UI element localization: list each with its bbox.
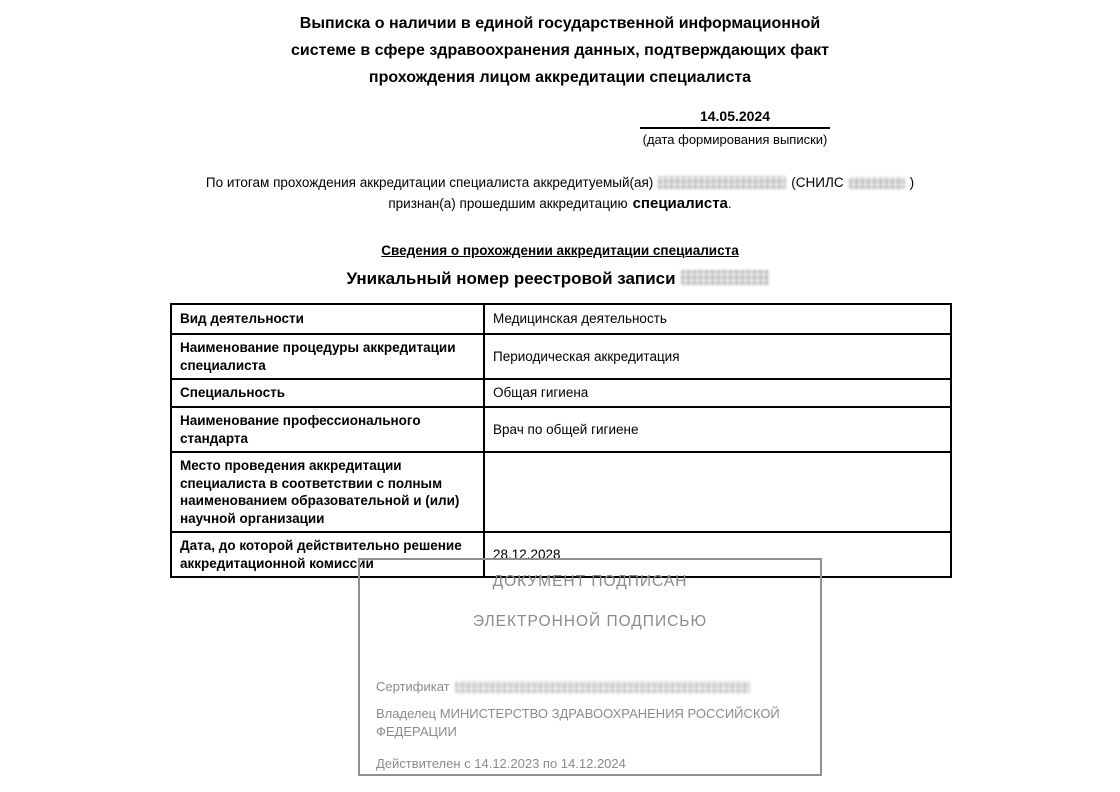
signature-certificate-line [376, 679, 820, 694]
registry-number-label: Уникальный номер реестровой записи [346, 269, 676, 288]
intro-text-part1: По итогам прохождения аккредитации специалиста аккредитуемый(ая) [205, 175, 654, 190]
extract-date-caption: (дата формирования выписки) [642, 132, 828, 147]
snils-close-label: ) [909, 175, 915, 190]
redacted-snils-number [849, 177, 905, 189]
row-value-activity-type: Медицинская деятельность [484, 304, 951, 334]
row-value-professional-standard: Врач по общей гигиене [484, 407, 951, 452]
signature-title-line2: ЭЛЕКТРОННОЙ ПОДПИСЬЮ [472, 613, 708, 630]
intro-line2-period: . [727, 196, 732, 211]
intro-paragraph [0, 172, 1120, 214]
redacted-person-name [658, 176, 786, 189]
registry-number-line [0, 269, 1120, 289]
document-title-line1: Выписка о наличии в единой государственной информационной [299, 15, 821, 32]
table-row [171, 379, 951, 407]
extract-date-block [640, 108, 830, 147]
section-heading-text: Сведения о прохождении аккредитации специалиста [381, 243, 739, 258]
row-label-specialty: Специальность [171, 379, 484, 407]
snils-open-label: (СНИЛС [791, 175, 844, 190]
row-value-procedure-name: Периодическая аккредитация [484, 334, 951, 379]
table-row [171, 334, 951, 379]
intro-emphasis-specialist: специалиста [632, 195, 728, 212]
table-row [171, 407, 951, 452]
row-value-accreditation-place [484, 452, 951, 532]
electronic-signature-stamp [358, 558, 822, 776]
row-label-activity-type: Вид деятельности [171, 304, 484, 334]
intro-text-line2: признан(а) прошедшим аккредитацию [388, 196, 628, 211]
redacted-registry-number [681, 270, 769, 285]
row-value-specialty: Общая гигиена [484, 379, 951, 407]
row-label-professional-standard: Наименование профессионального стандарта [171, 407, 484, 452]
document-title-line2: системе в сфере здравоохранения данных, подтверждающих факт [291, 42, 829, 59]
row-label-procedure-name: Наименование процедуры аккредитации специалиста [171, 334, 484, 379]
signature-owner: Владелец МИНИСТЕРСТВО ЗДРАВООХРАНЕНИЯ РОССИЙСКОЙ ФЕДЕРАЦИИ [376, 706, 780, 739]
table-row [171, 304, 951, 334]
table-row [171, 452, 951, 532]
row-label-valid-until-date: Дата, до которой действительно решение аккредитационной комиссии [171, 532, 484, 577]
signature-validity: Действителен с 14.12.2023 по 14.12.2024 [376, 756, 626, 771]
row-label-accreditation-place: Место проведения аккредитации специалиста в соответствии с полным наименованием образовательной и (или) научной организации [171, 452, 484, 532]
accreditation-details-table [170, 303, 952, 578]
section-heading [0, 243, 1120, 258]
redacted-certificate-number [455, 681, 750, 693]
document-title [0, 10, 1120, 91]
signature-title-line1: ДОКУМЕНТ ПОДПИСАН [492, 573, 688, 590]
extract-date: 14.05.2024 [640, 108, 830, 129]
document-title-line3: прохождения лицом аккредитации специалиста [368, 69, 752, 86]
certificate-label: Сертификат [376, 679, 450, 694]
row-value-valid-until-date: 28.12.2028 [484, 532, 951, 577]
